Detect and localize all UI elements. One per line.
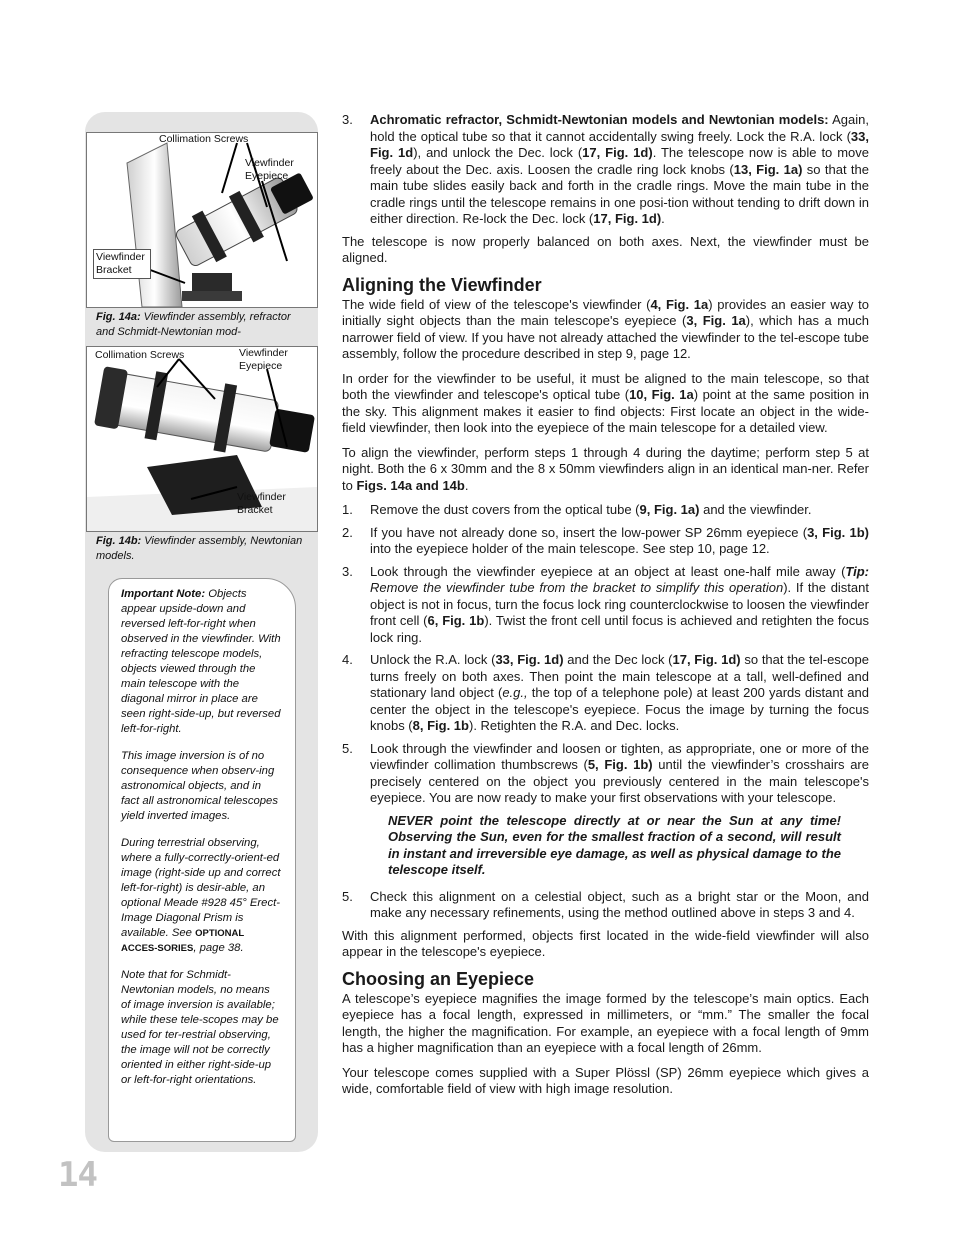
paragraph: The wide field of view of the telescope's viewfinder (4, Fig. 1a) provides an easier way to initially sight objects than the main telescope's eyepiece (3, Fig. 1a), which has a much narrower field of view. If you have not already attached the viewfinder to the tel-escope tube assembly, follow the procedure described in step 9, page 12. bbox=[342, 296, 869, 361]
heading-aligning-viewfinder: Aligning the Viewfinder bbox=[342, 274, 542, 295]
note-paragraph-1: Important Note: Objects appear upside-down and reversed left-for-right when observed in the viewfinder. With refracting telescope models, objects viewed through the main telescope with the diagonal mirror in place are seen right-side-up, but reversed left-for-right. bbox=[121, 588, 281, 735]
note-label: Important Note: bbox=[121, 588, 206, 600]
main-content bbox=[342, 112, 869, 1106]
list-item: 4. Unlock the R.A. lock (33, Fig. 1d) and the Dec lock (17, Fig. 1d) so that the tel-escope turns freely on both axes. Then point the main telescope at a tall, well-defined and stationary land object (e.g., the top of a telephone pole) at least 200 yards distant and center the object in the telescope's eyepiece. Focus the image by turning the focus knobs (8, Fig. 1b). Retighten the R.A. and Dec. locks. bbox=[342, 652, 869, 733]
paragraph: To align the viewfinder, perform steps 1 through 4 during the daytime; perform step 5 at night. Both the 6 x 30mm and the 8 x 50mm viewfinders align in an identical man-ner. Refer to Figs. 14a and 14b. bbox=[342, 444, 869, 493]
list-item: 5. Check this alignment on a celestial object, such as a bright star or the Moon, and make any necessary refinements, using the method outlined above in steps 3 and 4. bbox=[342, 888, 869, 920]
sun-warning: NEVER point the telescope directly at or near the Sun at any time! Observing the Sun, even for the smallest fraction of a second, will result in instant and irreversible eye damage, as well as physical damage to the telescope itself. bbox=[388, 812, 841, 877]
note-paragraph-3: During terrestrial observing, where a fully-correctly-orient-ed image (right-side up and correct left-for-right) is desir-able, an optional Meade #928 45° Erect-Image Diagonal Prism is available. See OPTIONAL ACCES-SORIES, page 38. bbox=[121, 837, 281, 954]
list-item: 1. Remove the dust covers from the optical tube (9, Fig. 1a) and the viewfinder. bbox=[342, 502, 812, 517]
paragraph: The telescope is now properly balanced on both axes. Next, the viewfinder must be aligned. bbox=[342, 233, 869, 265]
caption-fig-14a: Fig. 14a: Viewfinder assembly, refractor and Schmidt-Newtonian mod- bbox=[96, 311, 291, 338]
paragraph: In order for the viewfinder to be useful, it must be aligned to the main telescope, so that both the viewfinder and telescope's optical tube (10, Fig. 1a) point at the same position in the sky. This alignment makes it easier to find objects: First locate an object in the wide-field viewfinder, then look into the eyepiece of the main telescope for a detailed view. bbox=[342, 370, 869, 435]
label-viewfinder-bracket: Viewfinder Bracket bbox=[237, 491, 286, 516]
note-paragraph-2: This image inversion is of no consequence when observ-ing astronomical objects, and in fact all astronomical telescopes yield inverted images. bbox=[121, 750, 278, 822]
paragraph: With this alignment performed, objects first located in the wide-field viewfinder will also appear in the telescope's eyepiece. bbox=[342, 927, 869, 959]
page-number: 14 bbox=[58, 1155, 97, 1195]
list-item: 3. Achromatic refractor, Schmidt-Newtonian models and Newtonian models: Again, hold the optical tube so that it cannot accidentally swing freely. Lock the R.A. lock (33, Fig. 1d), and unlock the Dec. lock (17, Fig. 1d). The telescope now is able to move freely about the Dec. axis. Loosen the cradle ring lock knobs (13, Fig. 1a) so that the main tube slides easily back and forth in the cradle rings. Move the main tube in the cradle rings until the telescope remains in one posi-tion without tending to drift down in either direction. Re-lock the Dec. lock (17, Fig. 1d). bbox=[342, 112, 869, 226]
label-collimation-screws: Collimation Screws bbox=[95, 349, 185, 361]
paragraph: Your telescope comes supplied with a Super Plössl (SP) 26mm eyepiece which gives a wide, comfortable field of view with high image resolution. bbox=[342, 1064, 869, 1096]
list-item: 3. Look through the viewfinder eyepiece at an object at least one-half mile away (Tip: Remove the viewfinder tube from the bracket to simplify this operation). If the distant object is not in focus, turn the focus lock ring counterclockwise to loosen the viewfinder front cell (6, Fig. 1b). Twist the front cell until focus is achieved and retighten the focus lock ring. bbox=[342, 563, 869, 645]
figure-14a bbox=[86, 132, 318, 308]
figure-14b bbox=[86, 346, 318, 532]
label-viewfinder-eyepiece: Viewfinder Eyepiece bbox=[245, 157, 294, 182]
paragraph: A telescope’s eyepiece magnifies the image formed by the telescope’s main optics. Each eyepiece has a focal length, expressed in millimeters, or “mm.” The smaller the focal length, the higher the magnification. For example, an eyepiece with a focal length of 9mm has a higher magnification than an eyepiece with a focal length of 26mm. bbox=[342, 990, 869, 1055]
caption-fig-14b: Fig. 14b: Viewfinder assembly, Newtonian models. bbox=[96, 535, 303, 562]
list-item: 2. If you have not already done so, insert the low-power SP 26mm eyepiece (3, Fig. 1b) into the eyepiece holder of the main telescope. See step 10, page 12. bbox=[342, 524, 869, 556]
list-item: 5. Look through the viewfinder and loosen or tighten, as appropriate, one or more of the viewfinder collimation thumbscrews (5, Fig. 1b) until the viewfinder’s crosshairs are precisely centered on the object you previously centered in the main telescope's eyepiece. You are now ready to make your first observations with your telescope. bbox=[342, 740, 869, 805]
important-note-box bbox=[108, 578, 296, 1142]
label-viewfinder-eyepiece: Viewfinder Eyepiece bbox=[239, 347, 288, 372]
label-collimation-screws: Collimation Screws bbox=[159, 133, 249, 145]
label-viewfinder-bracket: Viewfinder Bracket bbox=[93, 249, 151, 279]
note-paragraph-4: Note that for Schmidt-Newtonian models, no means of image inversion is available; while these tele-scopes may be used for ter-restrial observing, the image will not be correctly oriented in either right-side-up or left-for-right orientations. bbox=[121, 969, 279, 1086]
heading-choosing-eyepiece: Choosing an Eyepiece bbox=[342, 968, 535, 989]
